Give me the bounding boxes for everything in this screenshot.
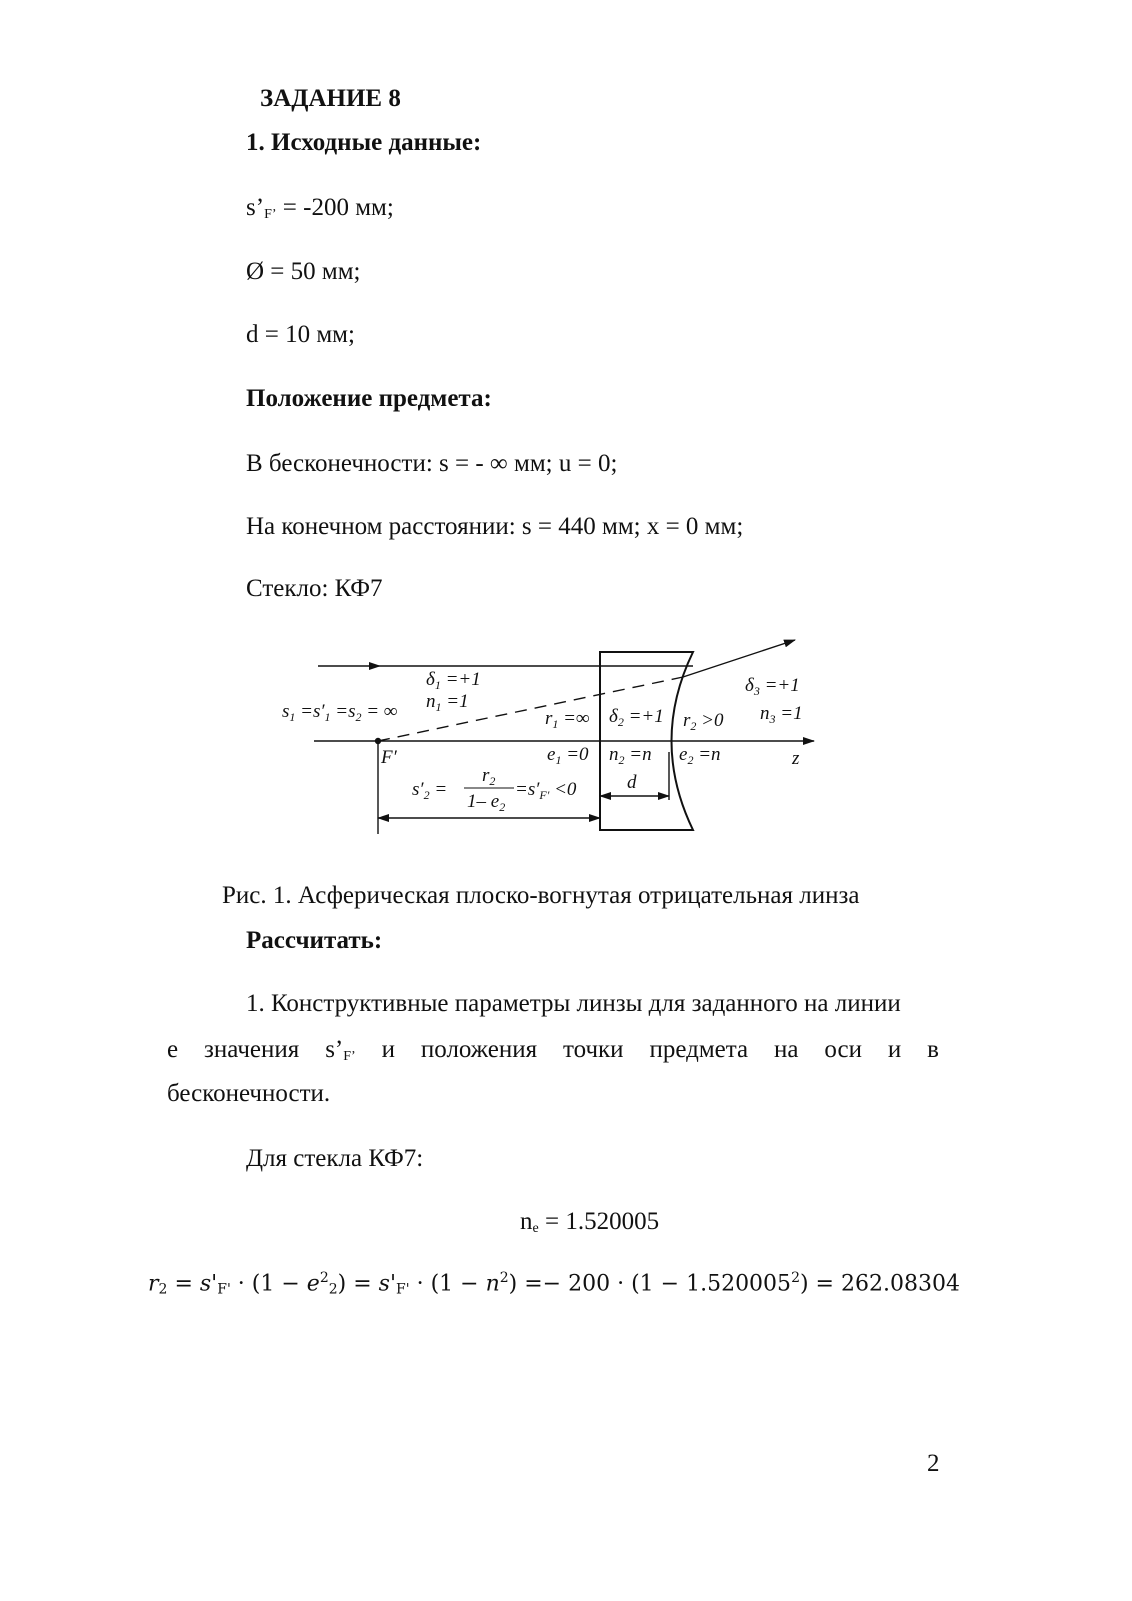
figure-caption: Рис. 1. Асферическая плоско-вогнутая отрицательная линза (222, 882, 860, 909)
label-focal-point: F′ (381, 747, 397, 768)
label-delta1: $\delta_1 =+1$ (426, 669, 481, 692)
task-title: ЗАДАНИЕ 8 (260, 85, 401, 112)
task-item-line-1: 1. Конструктивные параметры линзы для заданного на линии (246, 990, 901, 1017)
section-title-initial-data: 1. Исходные данные: (246, 129, 482, 156)
param-symbol: s’ (246, 194, 265, 221)
index-value: = 1.520005 (538, 1208, 660, 1235)
object-position-title: Положение предмета: (246, 385, 492, 412)
index-symbol: n (520, 1208, 533, 1235)
focal-point (376, 739, 381, 744)
label-r1: $r_1$ =∞ (545, 708, 590, 731)
task-item-line-2-subscript: F’ (343, 1049, 356, 1064)
param-value: = -200 мм; (276, 194, 394, 221)
glass-type: Стекло: КФ7 (246, 575, 383, 602)
calculate-title: Рассчитать: (246, 927, 383, 954)
outgoing-ray (683, 640, 795, 677)
label-s2-rhs: $=s'_{F'} <0$ (515, 779, 577, 802)
param-thickness: d = 10 мм; (246, 321, 355, 348)
param-diameter: Ø = 50 мм; (246, 258, 361, 285)
param-subscript: F’ (264, 207, 277, 222)
label-n1: $n_1 =1$ (426, 691, 469, 714)
task-item-line-2 (167, 1037, 939, 1064)
glass-for-label: Для стекла КФ7: (246, 1145, 424, 1172)
task-item-line-3: бесконечности. (167, 1080, 331, 1107)
label-e1: $e_1 =0$ (547, 744, 589, 767)
label-n2: $n_2 =n$ (609, 744, 652, 767)
label-axis-z: z (792, 748, 800, 769)
label-delta3: $\delta_3 =+1$ (745, 675, 800, 698)
label-delta2: $\delta_2 =+1$ (609, 706, 664, 729)
label-fraction-denominator: 1– $e_2$ (467, 791, 506, 814)
label-e2: $e_2 =n$ (679, 744, 721, 767)
label-r2: $r_2 >0$ (683, 710, 724, 733)
task-item-line-2-end: и положения точки предмета на оси и в (355, 1036, 939, 1063)
label-n3: $n_3 =1$ (760, 703, 803, 726)
label-s2-lhs: $s'_2$ = (412, 779, 448, 802)
page-number: 2 (927, 1450, 940, 1477)
label-fraction-numerator: $r_2$ (482, 765, 496, 788)
object-at-infinity: В бесконечности: s = - ∞ мм; u = 0; (246, 450, 618, 477)
refractive-index-value (520, 1209, 659, 1236)
index-subscript: e (532, 1221, 539, 1236)
label-thickness-d: d (627, 772, 637, 793)
label-object-infinity: $s_1 =s'_1 =s_2$ = ∞ (282, 701, 398, 724)
radius-formula: $r_2 = s'_{F'} \cdot (1 - e^2_2) = s'_{F'} \cdot (1 - n^2) =- 200 \cdot (1 - 1.520005^2) = 262.08304$ (148, 1270, 960, 1298)
task-item-line-2-start: e значения s’ (167, 1036, 344, 1063)
object-at-finite-distance: На конечном расстоянии: s = 440 мм; x = 0 мм; (246, 513, 744, 540)
